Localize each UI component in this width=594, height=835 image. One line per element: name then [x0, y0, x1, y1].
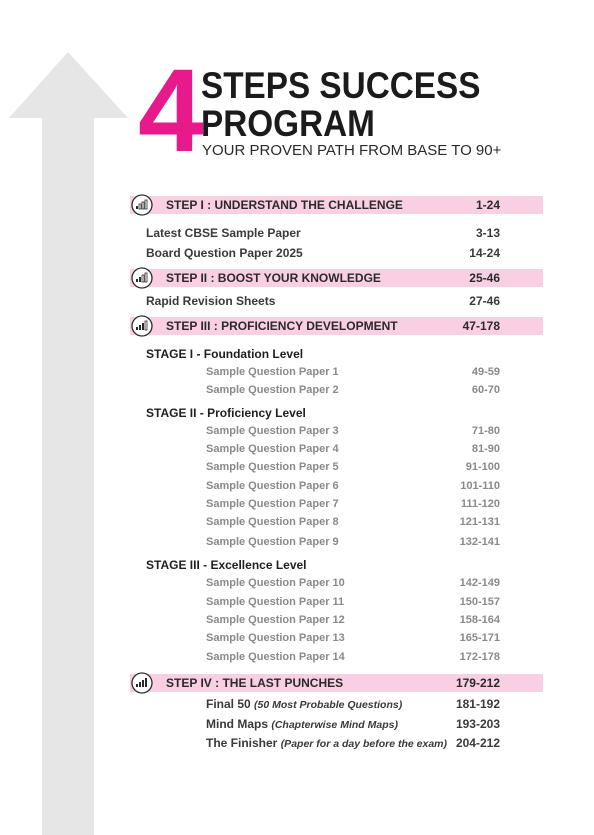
item-note: (Paper for a day before the exam)	[280, 738, 447, 750]
stage-1-title: STAGE I - Foundation Level	[146, 347, 304, 361]
toc-subitem: Sample Question Paper 5	[206, 461, 339, 473]
toc-item-pages: 3-13	[475, 226, 500, 240]
step-3-pages: 47-178	[462, 319, 500, 333]
step-1-title: STEP I : UNDERSTAND THE CHALLENGE	[166, 198, 403, 212]
toc-subitem: Sample Question Paper 10	[206, 577, 345, 589]
title-line-1: STEPS SUCCESS	[201, 65, 481, 106]
signal-strength-2-icon	[131, 267, 153, 289]
stage-2-title: STAGE II - Proficiency Level	[146, 406, 306, 420]
step-3-title: STEP III : PROFICIENCY DEVELOPMENT	[166, 319, 398, 333]
toc-subitem: Sample Question Paper 8	[206, 516, 339, 528]
toc-item-pages: 181-192	[455, 697, 500, 711]
step-2-pages: 25-46	[469, 271, 500, 285]
toc-subitem: Sample Question Paper 14	[206, 651, 345, 663]
step-4-title: STEP IV : THE LAST PUNCHES	[166, 676, 344, 690]
signal-strength-1-icon	[131, 194, 153, 216]
step-4-pages: 179-212	[455, 676, 500, 690]
toc-item: Rapid Revision Sheets	[146, 294, 276, 308]
toc-subitem: Sample Question Paper 4	[206, 443, 339, 455]
toc-subitem: Sample Question Paper 3	[206, 425, 339, 437]
step-1-pages: 1-24	[475, 198, 500, 212]
toc-item-pages: 27-46	[469, 294, 500, 308]
toc-subitem: Sample Question Paper 1	[206, 366, 339, 378]
toc-subitem: Sample Question Paper 6	[206, 480, 339, 492]
toc-subitem-pages: 49-59	[471, 366, 500, 378]
signal-strength-4-icon	[131, 672, 153, 694]
toc-subitem-pages: 172-178	[459, 651, 500, 663]
step-2-title: STEP II : BOOST YOUR KNOWLEDGE	[166, 271, 381, 285]
toc-subitem: Sample Question Paper 13	[206, 632, 345, 644]
toc-subitem-pages: 142-149	[459, 577, 500, 589]
toc-subitem-pages: 132-141	[459, 536, 500, 548]
toc-subitem-pages: 101-110	[460, 480, 500, 492]
toc-item: Latest CBSE Sample Paper	[146, 226, 301, 240]
toc-subitem: Sample Question Paper 7	[206, 498, 339, 510]
item-note: (Chapterwise Mind Maps)	[271, 719, 398, 731]
toc-item-pages: 204-212	[455, 736, 500, 750]
toc-subitem: Sample Question Paper 12	[206, 614, 345, 626]
toc-item: Board Question Paper 2025	[146, 246, 303, 260]
toc-subitem-pages: 121-131	[459, 516, 500, 528]
toc-subitem-pages: 111-120	[460, 498, 500, 510]
item-title: Final 50	[206, 697, 251, 711]
up-arrow-graphic	[0, 0, 130, 835]
toc-subitem-pages: 71-80	[471, 425, 500, 437]
toc-subitem-pages: 60-70	[471, 384, 500, 396]
item-note: (50 Most Probable Questions)	[254, 699, 403, 711]
toc-subitem-pages: 165-171	[459, 632, 500, 644]
toc-item	[206, 735, 447, 752]
toc-item-pages: 193-203	[455, 717, 500, 731]
title-line-2: PROGRAM	[201, 103, 375, 144]
toc-subitem: Sample Question Paper 2	[206, 384, 339, 396]
toc-item-pages: 14-24	[469, 246, 500, 260]
toc-subitem-pages: 81-90	[471, 443, 500, 455]
toc-subitem-pages: 91-100	[465, 461, 500, 473]
signal-strength-3-icon	[131, 315, 153, 337]
toc-subitem-pages: 158-164	[459, 614, 500, 626]
item-title: The Finisher	[206, 736, 278, 750]
toc-subitem: Sample Question Paper 11	[206, 596, 345, 608]
toc-subitem: Sample Question Paper 9	[206, 536, 339, 548]
toc-item	[206, 696, 402, 713]
stage-3-title: STAGE III - Excellence Level	[146, 558, 307, 572]
subtitle: YOUR PROVEN PATH FROM BASE TO 90+	[202, 142, 502, 159]
toc-item	[206, 716, 398, 733]
item-title: Mind Maps	[206, 717, 268, 731]
toc-subitem-pages: 150-157	[459, 596, 500, 608]
big-number-4: 4	[138, 45, 202, 177]
